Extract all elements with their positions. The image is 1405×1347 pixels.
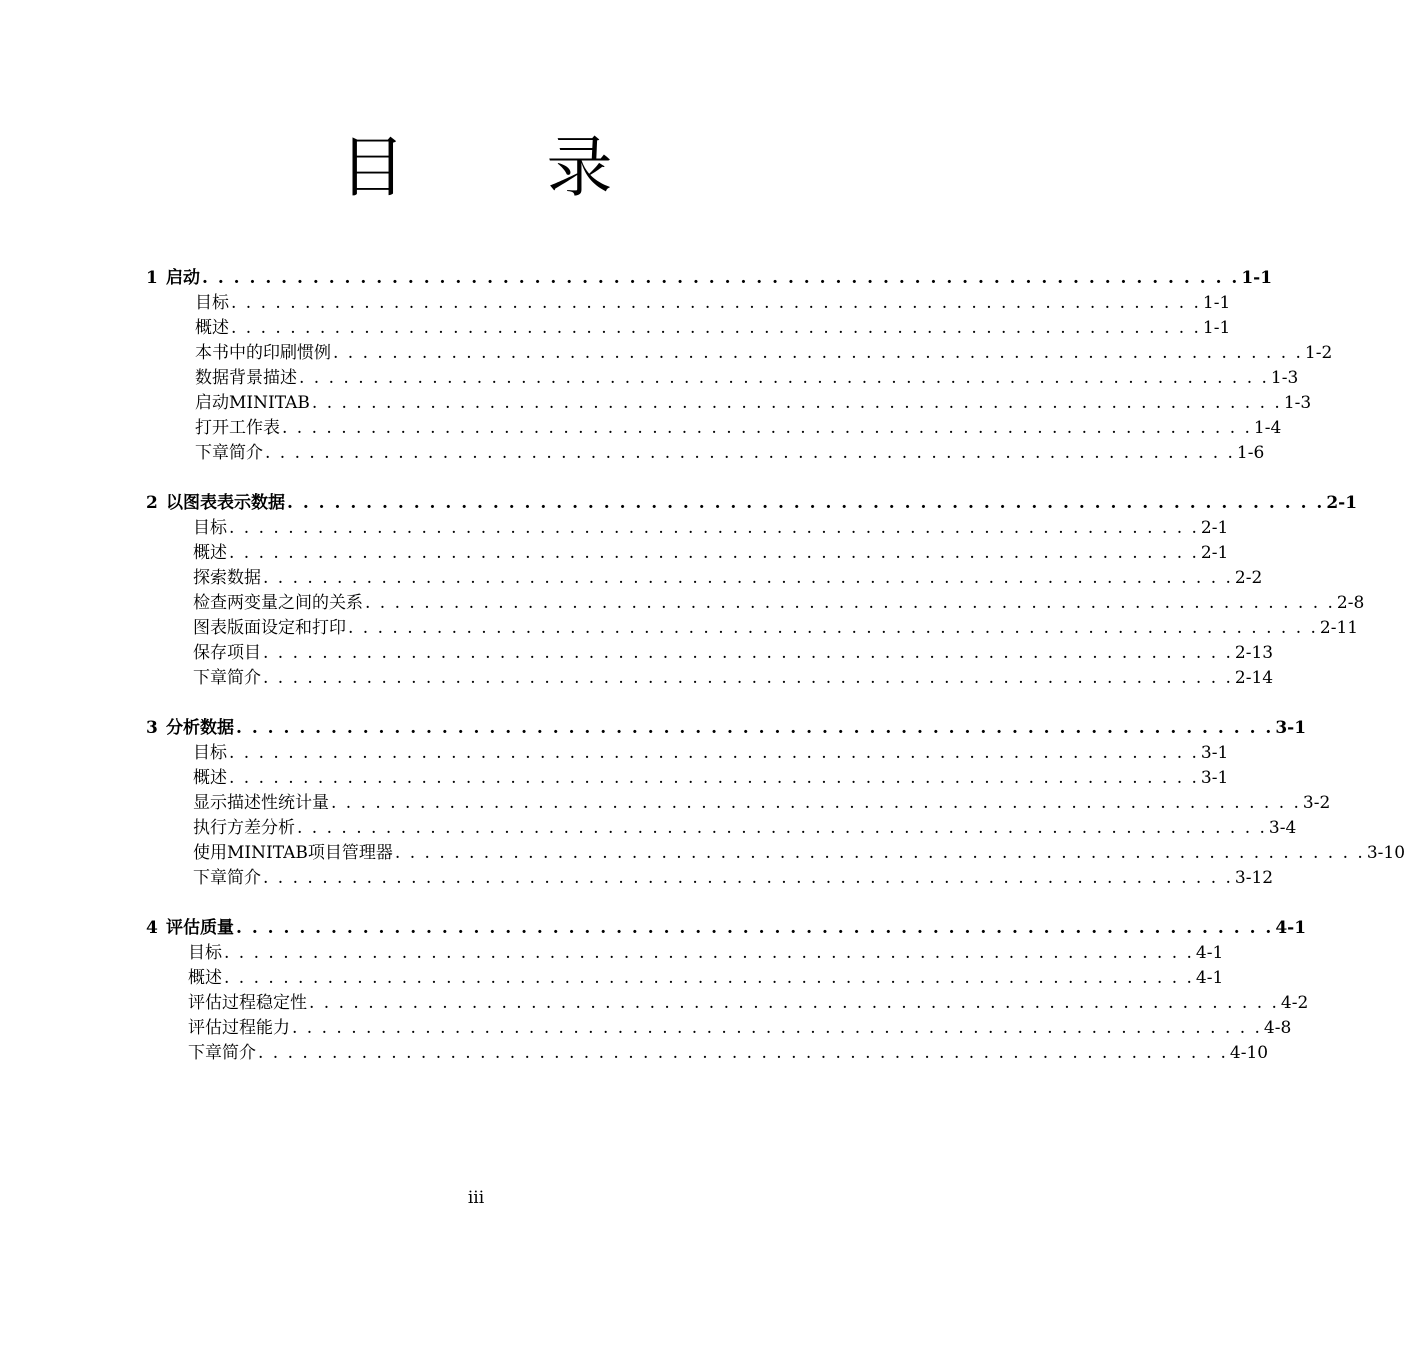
leader-dots: . . . . . . . . . . . . . . . . . . . . . . . . . . . . . . . . . . . . . . . . . . . . . . . . . . . . . . . . . . . . . . . . . . <box>236 718 1274 738</box>
chapter-4 <box>0 916 1309 1066</box>
chapter-title: 启动 <box>166 268 200 288</box>
leader-dots: . . . . . . . . . . . . . . . . . . . . . . . . . . . . . . . . . . . . . . . . . . . . . . . . . . . . . . . . . . . . . . . . . . <box>299 368 1269 388</box>
table-of-contents <box>0 266 1405 1091</box>
chapter-number: 3 <box>146 718 158 738</box>
leader-dots: . . . . . . . . . . . . . . . . . . . . . . . . . . . . . . . . . . . . . . . . . . . . . . . . . . . . . . . . . . . . . . . . . . <box>229 518 1199 538</box>
leader-dots: . . . . . . . . . . . . . . . . . . . . . . . . . . . . . . . . . . . . . . . . . . . . . . . . . . . . . . . . . . . . . . . . . . <box>229 543 1199 563</box>
toc-entry[interactable] <box>195 316 1231 341</box>
chapter-page: 3-1 <box>1275 718 1307 738</box>
leader-dots: . . . . . . . . . . . . . . . . . . . . . . . . . . . . . . . . . . . . . . . . . . . . . . . . . . . . . . . . . . . . . . . . . . <box>331 793 1301 813</box>
entry-title: 评估过程稳定性 <box>188 993 307 1013</box>
entry-title: 启动MINITAB <box>195 393 310 413</box>
toc-entry[interactable] <box>195 366 1299 391</box>
entry-title: 目标 <box>193 518 227 538</box>
entry-page: 1-1 <box>1202 318 1231 338</box>
entry-title: 概述 <box>195 318 229 338</box>
leader-dots: . . . . . . . . . . . . . . . . . . . . . . . . . . . . . . . . . . . . . . . . . . . . . . . . . . . . . . . . . . . . . . . . . . <box>287 493 1325 513</box>
toc-entry[interactable] <box>195 441 1265 466</box>
entry-page: 1-2 <box>1304 343 1333 363</box>
toc-entry[interactable] <box>193 741 1229 766</box>
leader-dots: . . . . . . . . . . . . . . . . . . . . . . . . . . . . . . . . . . . . . . . . . . . . . . . . . . . . . . . . . . . . . . . . . . <box>263 643 1233 663</box>
toc-entry[interactable] <box>188 966 1224 991</box>
entry-title: 数据背景描述 <box>195 368 297 388</box>
toc-entry[interactable] <box>188 1016 1292 1041</box>
entry-title: 使用MINITAB项目管理器 <box>193 843 393 863</box>
entry-title: 下章简介 <box>193 868 261 888</box>
toc-entry[interactable] <box>193 566 1263 591</box>
toc-entry[interactable] <box>188 941 1224 966</box>
leader-dots: . . . . . . . . . . . . . . . . . . . . . . . . . . . . . . . . . . . . . . . . . . . . . . . . . . . . . . . . . . . . . . . . . . <box>258 1043 1228 1063</box>
chapter-2 <box>0 491 1365 691</box>
chapter-number: 1 <box>146 268 158 288</box>
entry-page: 3-1 <box>1200 743 1229 763</box>
page-title: 目 录 <box>339 129 673 206</box>
toc-entry[interactable] <box>193 841 1405 866</box>
entry-page: 4-1 <box>1195 943 1224 963</box>
chapter-page: 4-1 <box>1275 918 1307 938</box>
chapter-title: 分析数据 <box>166 718 234 738</box>
entry-title: 概述 <box>193 768 227 788</box>
entry-title: 保存项目 <box>193 643 261 663</box>
entry-title: 概述 <box>193 543 227 563</box>
leader-dots: . . . . . . . . . . . . . . . . . . . . . . . . . . . . . . . . . . . . . . . . . . . . . . . . . . . . . . . . . . . . . . . . . . <box>297 818 1267 838</box>
entry-title: 探索数据 <box>193 568 261 588</box>
entry-page: 1-4 <box>1253 418 1282 438</box>
entry-page: 4-10 <box>1229 1043 1269 1063</box>
leader-dots: . . . . . . . . . . . . . . . . . . . . . . . . . . . . . . . . . . . . . . . . . . . . . . . . . . . . . . . . . . . . . . . . . . <box>333 343 1303 363</box>
chapter-title: 以图表表示数据 <box>166 493 285 513</box>
toc-entry[interactable] <box>193 616 1359 641</box>
toc-entry[interactable] <box>193 816 1297 841</box>
entry-page: 3-2 <box>1302 793 1331 813</box>
toc-entry[interactable] <box>193 591 1365 616</box>
leader-dots: . . . . . . . . . . . . . . . . . . . . . . . . . . . . . . . . . . . . . . . . . . . . . . . . . . . . . . . . . . . . . . . . . . <box>231 318 1201 338</box>
chapter-title: 评估质量 <box>166 918 234 938</box>
leader-dots: . . . . . . . . . . . . . . . . . . . . . . . . . . . . . . . . . . . . . . . . . . . . . . . . . . . . . . . . . . . . . . . . . . <box>229 743 1199 763</box>
entry-page: 2-1 <box>1200 543 1229 563</box>
leader-dots: . . . . . . . . . . . . . . . . . . . . . . . . . . . . . . . . . . . . . . . . . . . . . . . . . . . . . . . . . . . . . . . . . . <box>309 993 1279 1013</box>
entry-title: 目标 <box>195 293 229 313</box>
leader-dots: . . . . . . . . . . . . . . . . . . . . . . . . . . . . . . . . . . . . . . . . . . . . . . . . . . . . . . . . . . . . . . . . . . <box>265 443 1235 463</box>
entry-page: 4-8 <box>1263 1018 1292 1038</box>
toc-entry[interactable] <box>193 516 1229 541</box>
toc-entry[interactable] <box>188 1041 1269 1066</box>
entry-title: 目标 <box>193 743 227 763</box>
entry-page: 3-12 <box>1234 868 1274 888</box>
entry-title: 图表版面设定和打印 <box>193 618 346 638</box>
toc-entry[interactable] <box>193 766 1229 791</box>
toc-entry[interactable] <box>188 991 1309 1016</box>
page-number: iii <box>467 1188 485 1208</box>
leader-dots: . . . . . . . . . . . . . . . . . . . . . . . . . . . . . . . . . . . . . . . . . . . . . . . . . . . . . . . . . . . . . . . . . . <box>224 968 1194 988</box>
entry-page: 1-3 <box>1283 393 1312 413</box>
entry-title: 本书中的印刷惯例 <box>195 343 331 363</box>
leader-dots: . . . . . . . . . . . . . . . . . . . . . . . . . . . . . . . . . . . . . . . . . . . . . . . . . . . . . . . . . . . . . . . . . . <box>229 768 1199 788</box>
toc-entry[interactable] <box>193 791 1331 816</box>
toc-entry[interactable] <box>193 641 1274 666</box>
entry-page: 2-2 <box>1234 568 1263 588</box>
entry-title: 下章简介 <box>195 443 263 463</box>
entry-page: 4-2 <box>1280 993 1309 1013</box>
leader-dots: . . . . . . . . . . . . . . . . . . . . . . . . . . . . . . . . . . . . . . . . . . . . . . . . . . . . . . . . . . . . . . . . . . <box>394 843 1365 863</box>
entry-title: 执行方差分析 <box>193 818 295 838</box>
entry-title: 评估过程能力 <box>188 1018 290 1038</box>
entry-title: 目标 <box>188 943 222 963</box>
leader-dots: . . . . . . . . . . . . . . . . . . . . . . . . . . . . . . . . . . . . . . . . . . . . . . . . . . . . . . . . . . . . . . . . . . <box>311 393 1282 413</box>
leader-dots: . . . . . . . . . . . . . . . . . . . . . . . . . . . . . . . . . . . . . . . . . . . . . . . . . . . . . . . . . . . . . . . . . . <box>348 618 1318 638</box>
toc-entry[interactable] <box>193 666 1274 691</box>
chapter-heading[interactable] <box>146 491 1358 516</box>
chapter-heading[interactable] <box>146 266 1273 291</box>
entry-title: 概述 <box>188 968 222 988</box>
entry-page: 4-1 <box>1195 968 1224 988</box>
entry-title: 下章简介 <box>193 668 261 688</box>
toc-entry[interactable] <box>195 416 1282 441</box>
leader-dots: . . . . . . . . . . . . . . . . . . . . . . . . . . . . . . . . . . . . . . . . . . . . . . . . . . . . . . . . . . . . . . . . . . <box>224 943 1194 963</box>
entry-page: 3-1 <box>1200 768 1229 788</box>
chapter-1 <box>0 266 1333 466</box>
entry-page: 2-1 <box>1200 518 1229 538</box>
leader-dots: . . . . . . . . . . . . . . . . . . . . . . . . . . . . . . . . . . . . . . . . . . . . . . . . . . . . . . . . . . . . . . . . . . <box>263 668 1233 688</box>
leader-dots: . . . . . . . . . . . . . . . . . . . . . . . . . . . . . . . . . . . . . . . . . . . . . . . . . . . . . . . . . . . . . . . . . . <box>236 918 1274 938</box>
entry-page: 2-14 <box>1234 668 1274 688</box>
leader-dots: . . . . . . . . . . . . . . . . . . . . . . . . . . . . . . . . . . . . . . . . . . . . . . . . . . . . . . . . . . . . . . . . . . <box>292 1018 1262 1038</box>
toc-entry[interactable] <box>195 291 1231 316</box>
leader-dots: . . . . . . . . . . . . . . . . . . . . . . . . . . . . . . . . . . . . . . . . . . . . . . . . . . . . . . . . . . . . . . . . . . <box>263 868 1233 888</box>
toc-entry[interactable] <box>195 341 1333 366</box>
leader-dots: . . . . . . . . . . . . . . . . . . . . . . . . . . . . . . . . . . . . . . . . . . . . . . . . . . . . . . . . . . . . . . . . . . <box>231 293 1201 313</box>
chapter-3 <box>0 716 1405 891</box>
leader-dots: . . . . . . . . . . . . . . . . . . . . . . . . . . . . . . . . . . . . . . . . . . . . . . . . . . . . . . . . . . . . . . . . . . <box>365 593 1335 613</box>
toc-entry[interactable] <box>193 866 1274 891</box>
chapter-page: 2-1 <box>1326 493 1358 513</box>
entry-page: 2-8 <box>1336 593 1365 613</box>
toc-entry[interactable] <box>193 541 1229 566</box>
entry-page: 1-3 <box>1270 368 1299 388</box>
entry-page: 3-4 <box>1268 818 1297 838</box>
entry-title: 打开工作表 <box>195 418 280 438</box>
leader-dots: . . . . . . . . . . . . . . . . . . . . . . . . . . . . . . . . . . . . . . . . . . . . . . . . . . . . . . . . . . . . . . . . . . <box>282 418 1252 438</box>
entry-title: 下章简介 <box>188 1043 256 1063</box>
chapter-page: 1-1 <box>1241 268 1273 288</box>
entry-page: 2-11 <box>1319 618 1359 638</box>
entry-title: 检查两变量之间的关系 <box>193 593 363 613</box>
entry-page: 3-10 <box>1366 843 1405 863</box>
leader-dots: . . . . . . . . . . . . . . . . . . . . . . . . . . . . . . . . . . . . . . . . . . . . . . . . . . . . . . . . . . . . . . . . . . <box>263 568 1233 588</box>
chapter-number: 2 <box>146 493 158 513</box>
chapter-heading[interactable] <box>146 716 1307 741</box>
chapter-number: 4 <box>146 918 158 938</box>
leader-dots: . . . . . . . . . . . . . . . . . . . . . . . . . . . . . . . . . . . . . . . . . . . . . . . . . . . . . . . . . . . . . . . . . . <box>202 268 1240 288</box>
toc-entry[interactable] <box>195 391 1312 416</box>
entry-title: 显示描述性统计量 <box>193 793 329 813</box>
entry-page: 2-13 <box>1234 643 1274 663</box>
entry-page: 1-1 <box>1202 293 1231 313</box>
chapter-heading[interactable] <box>146 916 1307 941</box>
entry-page: 1-6 <box>1236 443 1265 463</box>
